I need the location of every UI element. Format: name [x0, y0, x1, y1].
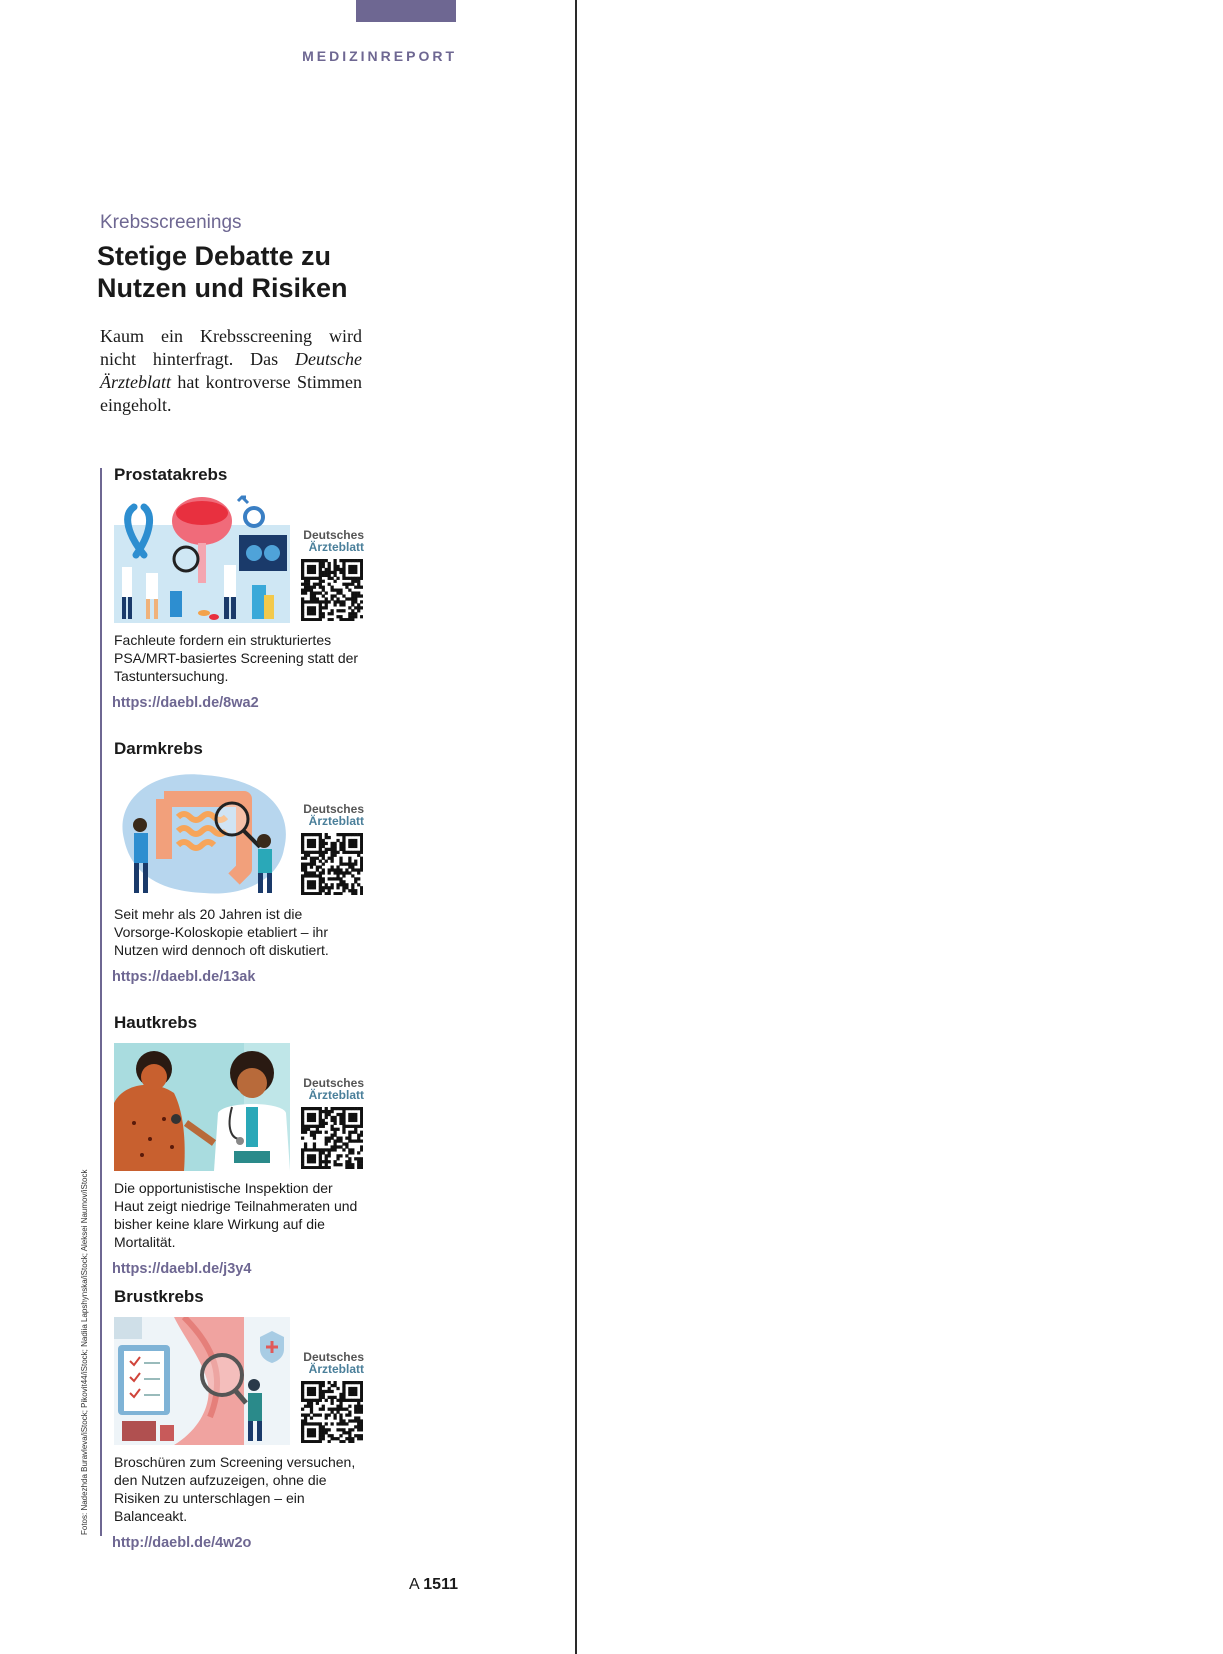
qr-code-icon[interactable] — [301, 1381, 363, 1443]
item-description: Die opportunistische Inspektion der Haut zeigt niedrige Teilnahmeraten und bisher keine klare Wirkung auf die Mortalität. — [114, 1180, 358, 1250]
lead-text-2: hat kontroverse Stimmen eingeholt. — [100, 372, 362, 415]
aerzteblatt-logo — [300, 1077, 364, 1101]
list-item-darmkrebs — [114, 738, 364, 985]
list-item-hautkrebs — [114, 1012, 364, 1277]
page-number-value: 1511 — [423, 1576, 458, 1593]
brand-line-1: Deutsches — [303, 1350, 364, 1364]
colon-illustration — [114, 769, 290, 897]
article-headline — [97, 240, 397, 304]
item-link[interactable]: https://daebl.de/j3y4 — [112, 1261, 252, 1277]
item-title: Hautkrebs — [114, 1013, 198, 1032]
photo-credit: Fotos: Nadezhda Buravleva/iStock; Pikovit44/iStock; Nadiia Lapshynska/iStock; Aleksei Naumov/iStock — [80, 1169, 89, 1535]
qr-code-icon[interactable] — [301, 559, 363, 621]
lead-text-1: Kaum ein Krebsscreening wird nicht hinterfragt. Das — [100, 326, 362, 369]
item-title: Brustkrebs — [114, 1287, 204, 1306]
item-title: Darmkrebs — [114, 739, 203, 758]
brand-line-2: Ärzteblatt — [308, 540, 364, 554]
brand-line-2: Ärzteblatt — [308, 1362, 364, 1376]
column-divider — [575, 0, 577, 1654]
aerzteblatt-logo — [300, 803, 364, 827]
skin-check-illustration — [114, 1043, 290, 1171]
brand-line-1: Deutsches — [303, 802, 364, 816]
headline-line-2: Nutzen und Risiken — [97, 273, 348, 303]
headline-line-1: Stetige Debatte zu — [97, 241, 332, 271]
brand-line-1: Deutsches — [303, 1076, 364, 1090]
item-media — [114, 1043, 364, 1171]
section-color-bar — [356, 0, 456, 22]
item-description: Seit mehr als 20 Jahren ist die Vorsorge-Koloskopie etabliert – ihr Nutzen wird dennoch oft diskutiert. — [114, 906, 329, 958]
item-media — [114, 1317, 364, 1445]
breast-screening-illustration — [114, 1317, 290, 1445]
item-description: Fachleute fordern ein strukturiertes PSA/MRT-basiertes Screening statt der Tastuntersuchung. — [114, 632, 359, 684]
brand-line-1: Deutsches — [303, 528, 364, 542]
list-item-brustkrebs — [114, 1286, 364, 1551]
list-item-prostatakrebs — [114, 464, 364, 711]
sidebar-rule — [100, 468, 102, 1536]
item-link[interactable]: https://daebl.de/13ak — [112, 969, 256, 985]
brand-line-2: Ärzteblatt — [308, 814, 364, 828]
item-description: Broschüren zum Screening versuchen, den Nutzen aufzuzeigen, ohne die Risiken zu unterschlagen – ein Balanceakt. — [114, 1454, 356, 1524]
item-media — [114, 769, 364, 897]
aerzteblatt-logo — [300, 1351, 364, 1375]
page-prefix: A — [409, 1576, 419, 1593]
brand-line-2: Ärzteblatt — [308, 1088, 364, 1102]
page-number — [398, 1576, 458, 1594]
prostate-illustration — [114, 495, 290, 623]
item-link[interactable]: http://daebl.de/4w2o — [112, 1535, 252, 1551]
item-media — [114, 495, 364, 623]
section-label: MEDIZINREPORT — [302, 48, 457, 64]
article-kicker: Krebsscreenings — [100, 212, 242, 233]
aerzteblatt-logo — [300, 529, 364, 553]
item-link[interactable]: https://daebl.de/8wa2 — [112, 695, 259, 711]
qr-code-icon[interactable] — [301, 833, 363, 895]
qr-code-icon[interactable] — [301, 1107, 363, 1169]
item-title: Prostatakrebs — [114, 465, 228, 484]
lead-publication-name: Deutsche Ärzteblatt — [100, 349, 362, 392]
article-lead — [100, 325, 362, 417]
